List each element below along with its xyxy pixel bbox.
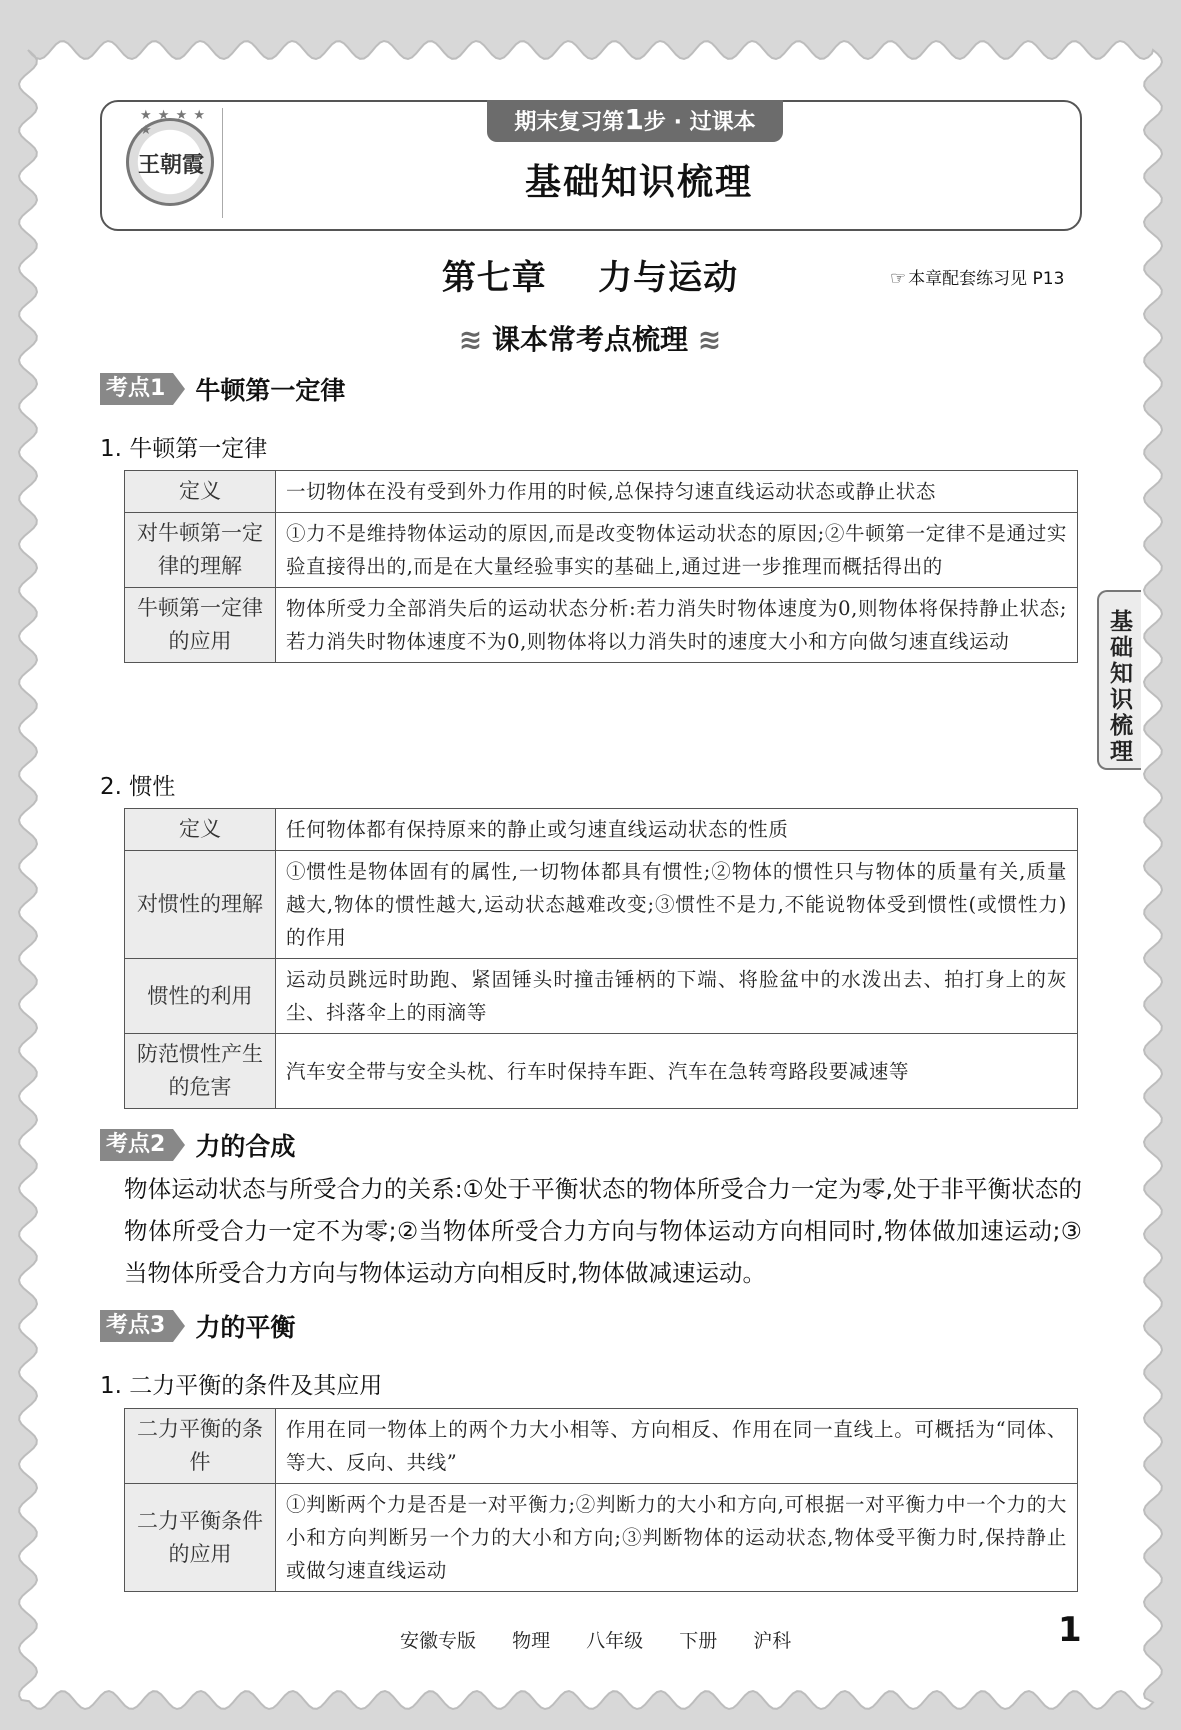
subheading: 1. 牛顿第一定律 [100,436,268,462]
row-text: 任何物体都有保持原来的静止或匀速直线运动状态的性质 [276,809,1078,851]
kaodian-tag: 考点2 [100,1129,173,1161]
practice-reference [890,264,1064,289]
logo-stars-icon: ★ ★ ★ ★ ★ [140,108,207,138]
kaodian-heading [100,1129,295,1161]
subheading: 2. 惯性 [100,774,176,800]
kaodian-tag: 考点3 [100,1310,173,1342]
wave-icon: ≋ [697,323,722,356]
row-text: ①惯性是物体固有的属性,一切物体都具有惯性;②物体的惯性只与物体的质量有关,质量越大,物体的惯性越大,运动状态越难改变;③惯性不是力,不能说物体受到惯性(或惯性力)的作用 [276,851,1078,959]
chapter-title: 第七章 力与运动 [441,258,739,298]
footer-publisher: 沪科 [753,1630,792,1652]
step-banner [487,100,783,142]
table-row [125,471,1078,513]
pointing-hand-icon: ☞ [890,268,907,289]
kaodian-title: 牛顿第一定律 [195,376,346,405]
kaodian-heading [100,373,345,405]
force-balance-table [124,1408,1078,1592]
table-row [125,588,1078,663]
table-row [125,959,1078,1034]
practice-reference-text: 本章配套练习见 P13 [908,269,1065,289]
row-text: 物体所受力全部消失后的运动状态分析:若力消失时物体速度为0,则物体将保持静止状态;若力消失时物体速度不为0,则物体将以力消失时的速度大小和方向做匀速直线运动 [276,588,1078,663]
footer-grade: 八年级 [586,1630,644,1652]
page-number: 1 [1058,1610,1082,1650]
kaodian-title: 力的合成 [195,1132,296,1161]
row-text: 汽车安全带与安全头枕、行车时保持车距、汽车在急转弯路段要减速等 [276,1034,1078,1109]
logo-text: 王朝霞 [137,152,204,178]
newton-first-law-table [124,470,1078,663]
side-tab: 基础知识梳理 [1097,590,1141,770]
kaodian-title: 力的平衡 [195,1313,296,1342]
row-label: 对惯性的理解 [125,851,276,959]
row-text: ①判断两个力是否是一对平衡力;②判断力的大小和方向,可根据一对平衡力中一个力的大小和方向判断另一个力的大小和方向;③判断物体的运动状态,物体受平衡力时,保持静止或做匀速直线运动 [276,1484,1078,1592]
row-text: ①力不是维持物体运动的原因,而是改变物体运动状态的原因;②牛顿第一定律不是通过实验直接得出的,而是在大量经验事实的基础上,通过进一步推理而概括得出的 [276,513,1078,588]
row-label: 惯性的利用 [125,959,276,1034]
row-label: 二力平衡条件的应用 [125,1484,276,1592]
row-text: 作用在同一物体上的两个力大小相等、方向相反、作用在同一直线上。可概括为“同体、等大、反向、共线” [276,1409,1078,1484]
footer-volume: 下册 [679,1630,718,1652]
footer-info [400,1626,813,1653]
force-composition-paragraph: 物体运动状态与所受合力的关系:①处于平衡状态的物体所受合力一定为零,处于非平衡状态的物体所受合力一定不为零;②当物体所受合力方向与物体运动方向相同时,物体做加速运动;③当物体所受合力方向与物体运动方向相反时,物体做减速运动。 [124,1175,1082,1287]
row-label: 定义 [125,809,276,851]
inertia-table [124,808,1078,1109]
row-text: 一切物体在没有受到外力作用的时候,总保持匀速直线运动状态或静止状态 [276,471,1078,513]
table-row [125,513,1078,588]
table-row [125,1034,1078,1109]
kaodian-tag: 考点1 [100,373,173,405]
table-row [125,1409,1078,1484]
table-row [125,1484,1078,1592]
row-label: 定义 [125,471,276,513]
table-row [125,851,1078,959]
row-label: 防范惯性产生的危害 [125,1034,276,1109]
row-label: 二力平衡的条件 [125,1409,276,1484]
row-label: 牛顿第一定律的应用 [125,588,276,663]
row-text: 运动员跳远时助跑、紧固锤头时撞击锤柄的下端、将脸盆中的水泼出去、拍打身上的灰尘、抖落伞上的雨滴等 [276,959,1078,1034]
footer-subject: 物理 [512,1630,551,1652]
section-title: 课本常考点梳理 [491,323,688,356]
kaodian-heading [100,1310,295,1342]
section-heading [300,318,880,358]
footer-edition: 安徽专版 [400,1630,477,1652]
step-number: 1 [624,103,644,136]
table-row [125,809,1078,851]
row-label: 对牛顿第一定律的理解 [125,513,276,588]
step-banner-suffix: 步 · 过课本 [643,110,756,135]
subheading: 1. 二力平衡的条件及其应用 [100,1373,383,1399]
header-title: 基础知识梳理 [524,162,753,203]
wave-icon: ≋ [458,323,483,356]
step-banner-prefix: 期末复习第 [514,110,625,135]
